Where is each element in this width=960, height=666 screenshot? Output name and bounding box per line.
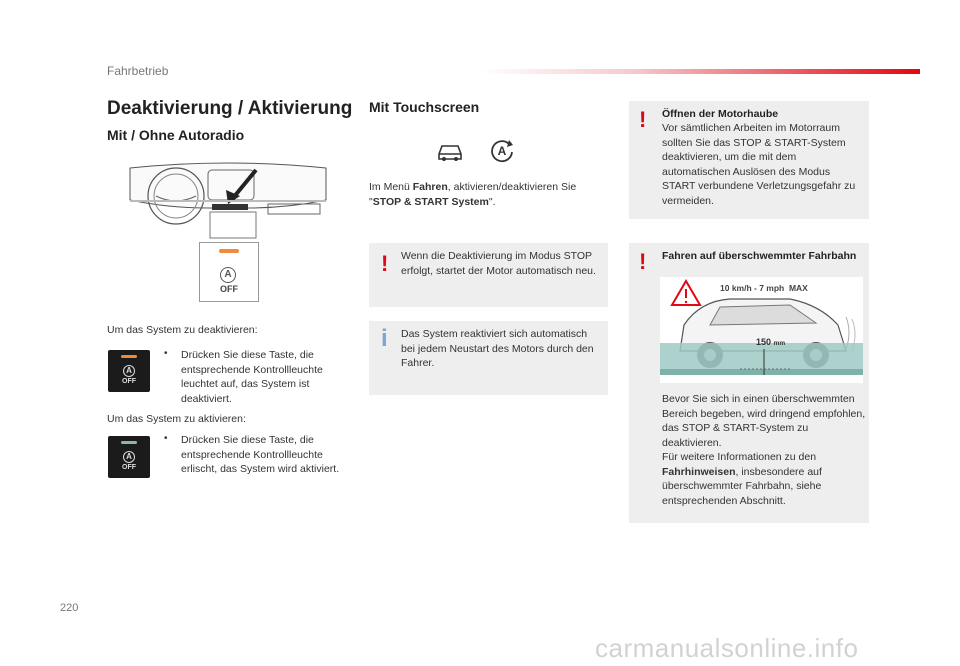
auto-stop-icon: A [123, 365, 135, 377]
hood-warning-box [629, 101, 869, 219]
water-depth-value: 150 mm [756, 337, 786, 347]
deactivate-intro: Um das System zu deaktivieren: [107, 324, 258, 336]
bullet-marker: • [164, 348, 168, 359]
warning-led-off [121, 441, 137, 444]
page-number: 220 [60, 602, 79, 614]
menu-instruction: Im Menü Fahren, aktivieren/deaktivieren Sie "STOP & START System". [369, 181, 577, 208]
bullet-marker: • [164, 433, 168, 444]
watermark: carmanualsonline.info [595, 633, 859, 663]
header-divider [480, 69, 920, 74]
warning-icon: ! [381, 251, 389, 276]
deactivate-button-image [108, 350, 150, 392]
off-label: OFF [122, 464, 136, 471]
stop-start-off-button [199, 242, 259, 302]
touchscreen-title: Mit Touchscreen [369, 99, 480, 115]
auto-stop-icon: A [220, 267, 236, 283]
deactivate-step: Drücken Sie diese Taste, die entsprechende Kontrollleuchte leuchtet auf, das System ist deaktiviert. [181, 349, 323, 405]
flood-title: Fahren auf überschwemmter Fahrbahn [662, 250, 857, 262]
page-title: Deaktivierung / Aktivierung [107, 98, 353, 119]
warning-icon: ! [639, 107, 647, 132]
activate-intro: Um das System zu aktivieren: [107, 413, 246, 425]
warning-box [369, 243, 608, 307]
section-label: Fahrbetrieb [107, 64, 169, 78]
info-icon: i [381, 325, 388, 352]
flood-text-2: Für weitere Informationen zu den Fahrhinweisen, insbesondere auf überschwemmter Fahrbahn, siehe entsprechenden Abschnitt. [662, 451, 822, 507]
off-label: OFF [122, 378, 136, 385]
info-box [369, 321, 608, 395]
dashboard-illustration [128, 160, 328, 240]
auto-stop-icon: A [123, 451, 135, 463]
warning-text: Wenn die Deaktivierung im Modus STOP erfolgt, startet der Motor automatisch neu. [401, 250, 596, 277]
section-subtitle: Mit / Ohne Autoradio [107, 127, 245, 143]
off-label: OFF [220, 284, 238, 294]
speed-limit-label: 10 km/h - 7 mph MAX [720, 283, 808, 293]
auto-stop-letter: A [497, 144, 507, 158]
info-text: Das System reaktiviert sich automatisch bei jedem Neustart des Motors durch den Fahrer. [401, 328, 594, 369]
hood-text: Vor sämtlichen Arbeiten im Motorraum sollten Sie das STOP & START-System deaktivieren, um die mit dem automatischen Auslösen des Modus START verbundene Verletzungsgefahr zu vermeiden. [662, 122, 856, 207]
warning-icon: ! [639, 249, 647, 274]
warning-led-on [219, 249, 239, 253]
flood-text-1: Bevor Sie sich in einen überschwemmten Bereich begeben, wird dringend empfohlen, das STOP & START-System zu deaktivieren. [662, 393, 866, 449]
warning-led-on [121, 355, 137, 358]
flood-warning-box [629, 243, 869, 523]
driving-car-icon [436, 142, 464, 162]
activate-step: Drücken Sie diese Taste, die entsprechende Kontrollleuchte erlischt, das System wird aktiviert. [181, 434, 340, 475]
activate-button-image [108, 436, 150, 478]
flood-illustration [660, 277, 863, 383]
hood-title: Öffnen der Motorhaube [662, 108, 779, 120]
